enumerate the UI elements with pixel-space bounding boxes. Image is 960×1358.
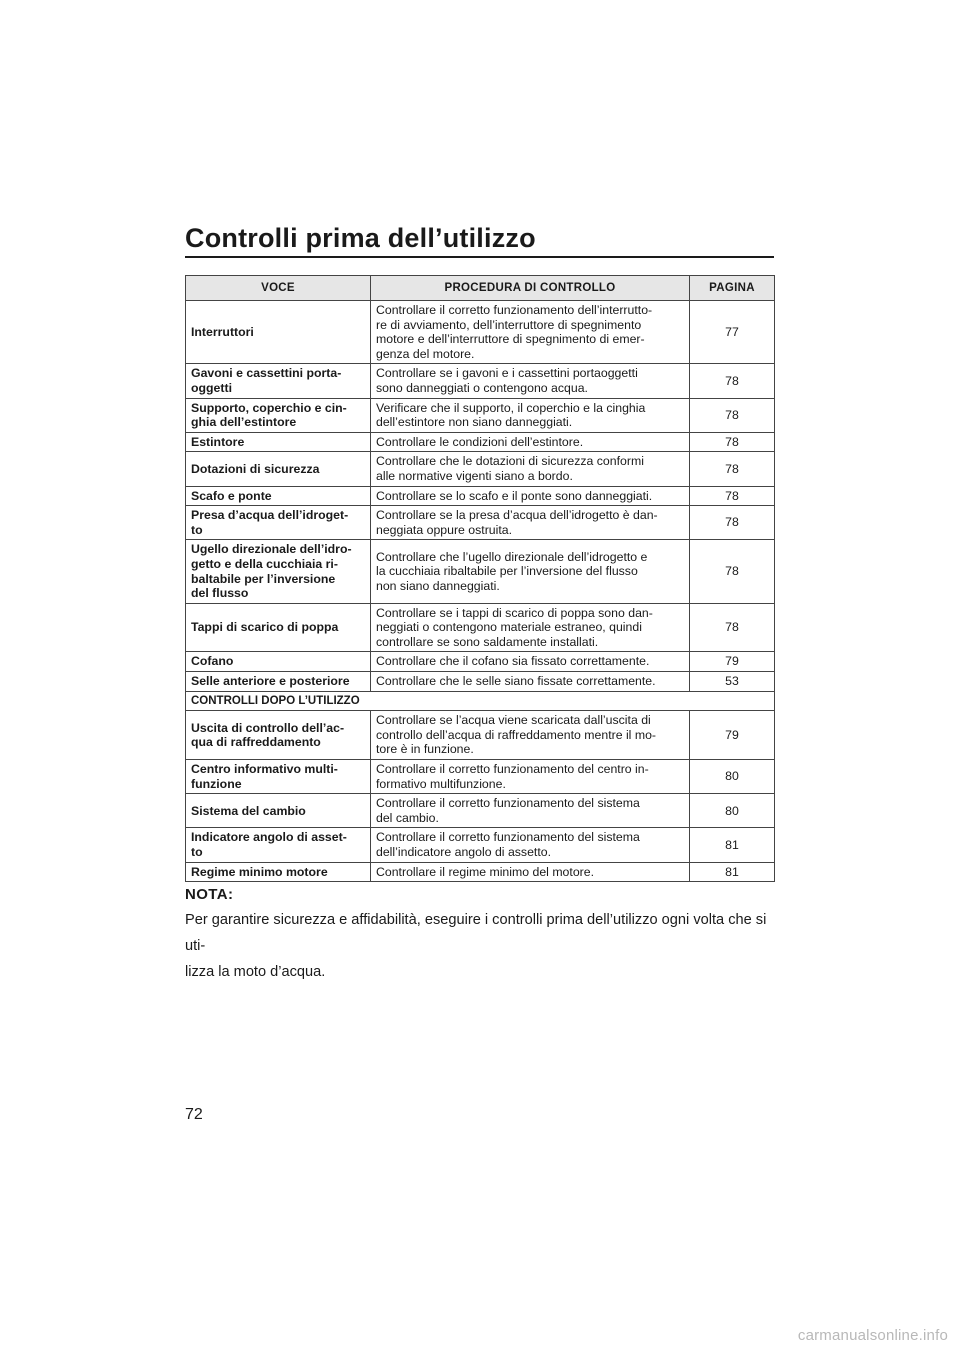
item-cell: Uscita di controllo dell’ac- qua di raffreddamento	[186, 711, 371, 760]
procedure-cell: Controllare se la presa d’acqua dell’idrogetto è dan- neggiata oppure ostruita.	[371, 506, 690, 540]
procedure-cell: Controllare il corretto funzionamento del centro in- formativo multifunzione.	[371, 760, 690, 794]
header-row	[186, 276, 775, 301]
procedure-cell: Controllare il regime minimo del motore.	[371, 862, 690, 882]
header-procedura: PROCEDURA DI CONTROLLO	[371, 276, 690, 301]
table-row	[186, 452, 775, 486]
page-title: Controlli prima dell’utilizzo	[185, 223, 536, 253]
page-cell: 81	[690, 828, 775, 862]
table-row	[186, 652, 775, 672]
item-cell: Tappi di scarico di poppa	[186, 603, 371, 652]
procedure-cell: Controllare se i gavoni e i cassettini portaoggetti sono danneggiati o contengono acqua.	[371, 364, 690, 398]
item-cell: Selle anteriore e posteriore	[186, 672, 371, 692]
page-cell: 78	[690, 603, 775, 652]
page-cell: 78	[690, 452, 775, 486]
page-cell: 80	[690, 794, 775, 828]
item-cell: Supporto, coperchio e cin- ghia dell’estintore	[186, 398, 371, 432]
procedure-cell: Controllare le condizioni dell’estintore.	[371, 432, 690, 452]
item-cell: Presa d’acqua dell’idroget- to	[186, 506, 371, 540]
procedure-cell: Controllare che le dotazioni di sicurezza conformi alle normative vigenti siano a bordo.	[371, 452, 690, 486]
page-cell: 79	[690, 711, 775, 760]
table-row	[186, 672, 775, 692]
table-row	[186, 540, 775, 603]
procedure-cell: Verificare che il supporto, il coperchio e la cinghia dell’estintore non siano danneggiati.	[371, 398, 690, 432]
table-row	[186, 486, 775, 506]
item-cell: Centro informativo multi- funzione	[186, 760, 371, 794]
table-row	[186, 760, 775, 794]
procedure-cell: Controllare che l’ugello direzionale dell’idrogetto e la cucchiaia ribaltabile per l’inversione del flusso non siano danneggiati.	[371, 540, 690, 603]
page-cell: 80	[690, 760, 775, 794]
page-number: 72	[185, 1106, 203, 1123]
table-row	[186, 364, 775, 398]
procedure-cell: Controllare il corretto funzionamento del sistema dell’indicatore angolo di assetto.	[371, 828, 690, 862]
title-rule	[185, 256, 774, 258]
procedure-cell: Controllare se lo scafo e il ponte sono danneggiati.	[371, 486, 690, 506]
procedure-cell: Controllare il corretto funzionamento del sistema del cambio.	[371, 794, 690, 828]
page-cell: 81	[690, 862, 775, 882]
table-row	[186, 794, 775, 828]
item-cell: Ugello direzionale dell’idro- getto e della cucchiaia ri- baltabile per l’inversione del flusso	[186, 540, 371, 603]
procedure-cell: Controllare il corretto funzionamento dell’interrutto- re di avviamento, dell’interruttore di spegnimento motore e dell’interruttore di spegnimento di emer- genza del motore.	[371, 301, 690, 364]
item-cell: Regime minimo motore	[186, 862, 371, 882]
item-cell: Indicatore angolo di asset- to	[186, 828, 371, 862]
item-cell: Estintore	[186, 432, 371, 452]
page-cell: 53	[690, 672, 775, 692]
page-cell: 79	[690, 652, 775, 672]
table-row	[186, 603, 775, 652]
table-row	[186, 862, 775, 882]
page-cell: 78	[690, 486, 775, 506]
table-row	[186, 398, 775, 432]
page-cell: 78	[690, 398, 775, 432]
checks-table	[185, 275, 775, 882]
procedure-cell: Controllare che le selle siano fissate correttamente.	[371, 672, 690, 692]
page-cell: 78	[690, 540, 775, 603]
procedure-cell: Controllare se i tappi di scarico di poppa sono dan- neggiati o contengono materiale estraneo, quindi controllare se sono saldamente installati.	[371, 603, 690, 652]
page-cell: 78	[690, 432, 775, 452]
procedure-cell: Controllare che il cofano sia fissato correttamente.	[371, 652, 690, 672]
table-row	[186, 506, 775, 540]
item-cell: Cofano	[186, 652, 371, 672]
item-cell: Sistema del cambio	[186, 794, 371, 828]
section-label: CONTROLLI DOPO L’UTILIZZO	[186, 691, 775, 711]
table-row	[186, 432, 775, 452]
page-cell: 78	[690, 506, 775, 540]
header-voce: VOCE	[186, 276, 371, 301]
watermark: carmanualsonline.info	[797, 1327, 948, 1344]
table-body	[186, 301, 775, 882]
item-cell: Scafo e ponte	[186, 486, 371, 506]
item-cell: Gavoni e cassettini porta- oggetti	[186, 364, 371, 398]
item-cell: Dotazioni di sicurezza	[186, 452, 371, 486]
table-header	[186, 276, 775, 301]
table-row	[186, 301, 775, 364]
item-cell: Interruttori	[186, 301, 371, 364]
page-cell: 77	[690, 301, 775, 364]
table-row	[186, 711, 775, 760]
note-title: NOTA:	[185, 886, 234, 903]
procedure-cell: Controllare se l’acqua viene scaricata dall’uscita di controllo dell’acqua di raffreddamento mentre il mo- tore è in funzione.	[371, 711, 690, 760]
page-cell: 78	[690, 364, 775, 398]
section-row	[186, 691, 775, 711]
table-row	[186, 828, 775, 862]
header-pagina: PAGINA	[690, 276, 775, 301]
note-block	[185, 886, 775, 985]
note-text: Per garantire sicurezza e affidabilità, eseguire i controlli prima dell’utilizzo ogni volta che si uti- lizza la moto d’acqua.	[185, 912, 767, 980]
